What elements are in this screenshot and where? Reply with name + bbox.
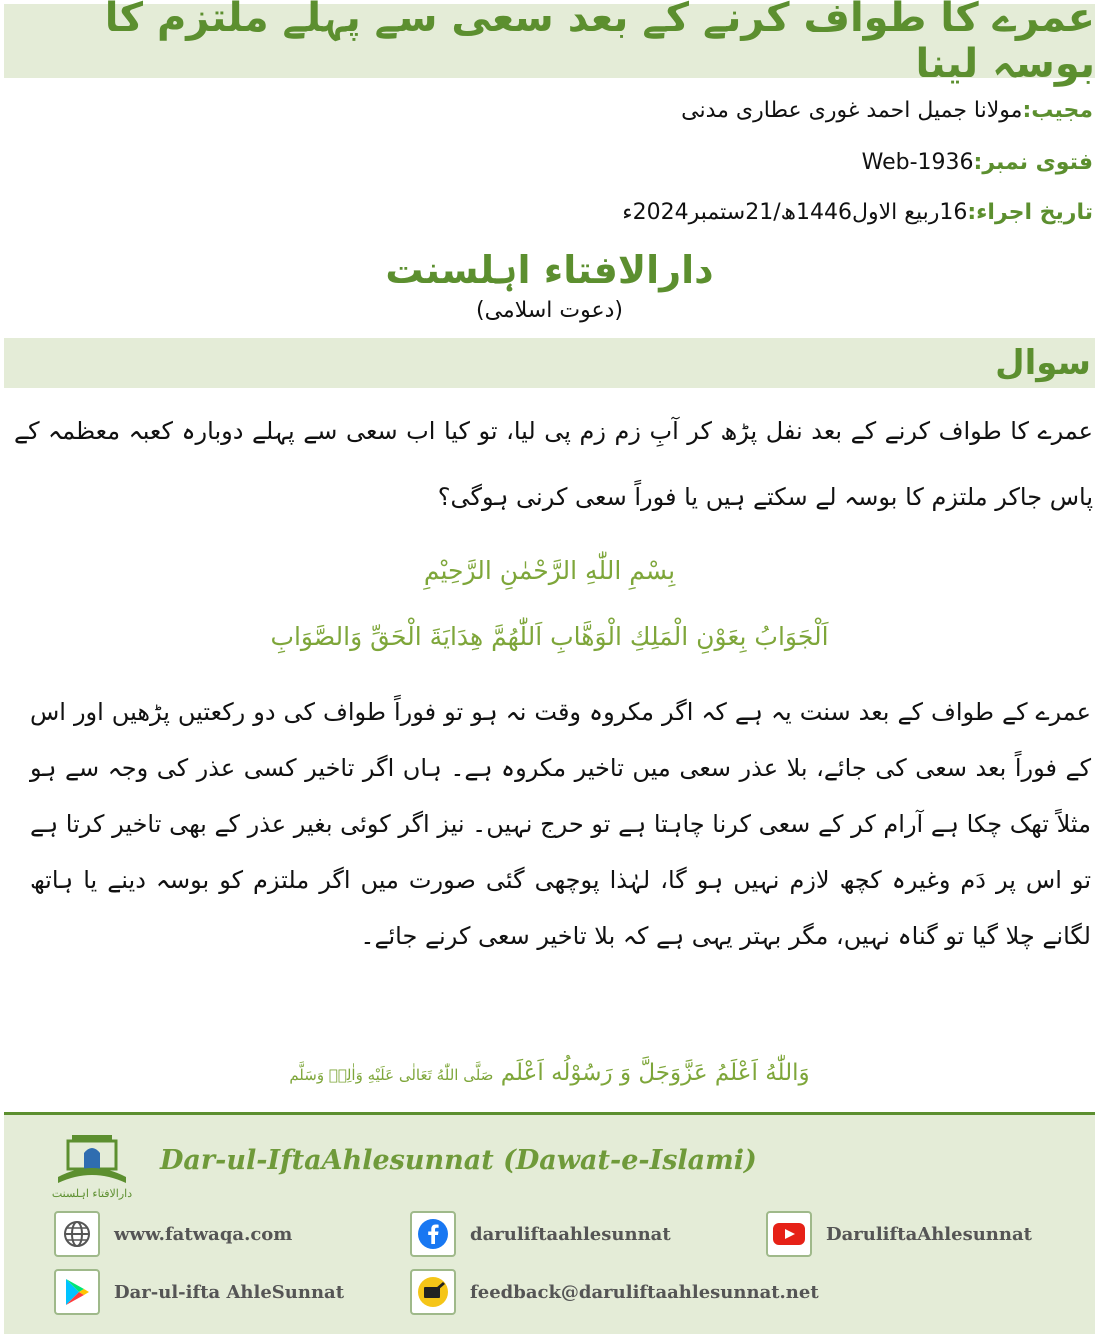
footer-brand: Dar-ul-IftaAhlesunnat (Dawat-e-Islami) [160,1145,757,1176]
page-title: عمرے کا طواف کرنے کے بعد سعی سے پہلے ملتزم کا بوسہ لینا [104,0,1095,87]
bismillah: بِسْمِ اللّٰهِ الرَّحْمٰنِ الرَّحِيْمِ [423,556,676,585]
play-store-text: Dar-ul-ifta AhleSunnat [114,1281,345,1303]
feedback-email-text: feedback@daruliftaahlesunnat.net [470,1281,819,1303]
answer-text: عمرے کے طواف کے بعد سنت یہ ہے کہ اگر مکروہ وقت نہ ہو تو فوراً طواف کی دو رکعتیں پڑھیں اور اس کے فوراً بعد سعی کی جائے، بلا عذر سعی میں تاخیر مکروہ ہے۔ ہاں اگر تاخیر کسی عذر کی وجہ سے ہو مثلاً تھک چکا ہے آرام کر کے سعی کرنا چاہتا ہے تو حرج نہیں۔ نیز اگر کوئی بغیر عذر کے بھی تاخیر کرتا ہے تو اس پر دَم وغیرہ کچھ لازم نہیں ہو گا، لہٰذا پوچھی گئی صورت میں اگر ملتزم کو بوسہ دینے یا ہاتھ لگانے چلا گیا تو گناہ نہیں، مگر بہتر یہی ہے کہ بلا تاخیر سعی کرنے جائے۔ [30,698,1091,950]
footer [4,1112,1095,1334]
question-band [4,338,1095,388]
globe-icon [54,1211,100,1257]
closing-line [0,1060,1099,1086]
mujeeb-line [681,98,1093,123]
mujeeb-label: مجیب: [1022,98,1093,123]
fatwa-number-line [862,150,1093,175]
feedback-email-link[interactable] [410,1269,819,1315]
fatwa-number-value: Web-1936 [861,150,974,175]
department-subtitle: (دعوت اسلامی) [476,298,623,323]
question-heading: سوال [995,343,1091,383]
answer-opening: اَلْجَوَابُ بِعَوْنِ الْمَلِكِ الْوَهَّابِ اَللّٰهُمَّ هِدَايَةَ الْحَقِّ وَالصَّوَابِ [270,622,829,651]
department-name: دارالافتاء اہلسنت [385,248,714,292]
facebook-text: daruliftaahlesunnat [470,1223,671,1245]
website-link[interactable] [54,1211,292,1257]
facebook-icon [410,1211,456,1257]
issue-date-line [622,200,1093,225]
fatwa-number-label: فتوی نمبر: [973,150,1093,175]
closing-main: وَاللّٰهُ اَعْلَمُ عَزَّوَجَلَّ وَ رَسُوْلُه اَعْلَم [500,1060,810,1086]
facebook-link[interactable] [410,1211,671,1257]
question-text: عمرے کا طواف کرنے کے بعد نفل پڑھ کر آبِ زم زم پی لیا، تو کیا اب سعی سے پہلے دوبارہ کعبہ معظمہ کے پاس جاکر ملتزم کا بوسہ لے سکتے ہیں یا فوراً سعی کرنی ہوگی؟ [14,417,1093,511]
issue-date-value: 16ربیع الاول1446ھ/21ستمبر2024ء [622,200,968,225]
logo-text: دارالافتاء اہلسنت [51,1187,133,1200]
play-store-icon [54,1269,100,1315]
website-text: www.fatwaqa.com [114,1223,293,1245]
mujeeb-value: مولانا جمیل احمد غوری عطاری مدنی [681,98,1023,123]
youtube-icon [766,1211,812,1257]
play-store-link[interactable] [54,1269,344,1315]
title-band [4,0,1095,87]
feedback-icon [410,1269,456,1315]
closing-salutation: صَلَّى اللّٰهُ تَعَالٰى عَلَيْهِ وَاٰلِهٖ وَسَلَّم [289,1066,494,1084]
youtube-text: DaruliftaAhlesunnat [826,1223,1032,1245]
youtube-link[interactable] [766,1211,1032,1257]
issue-date-label: تاریخ اجراء: [967,200,1093,225]
dar-ul-ifta-logo-icon [44,1129,140,1213]
